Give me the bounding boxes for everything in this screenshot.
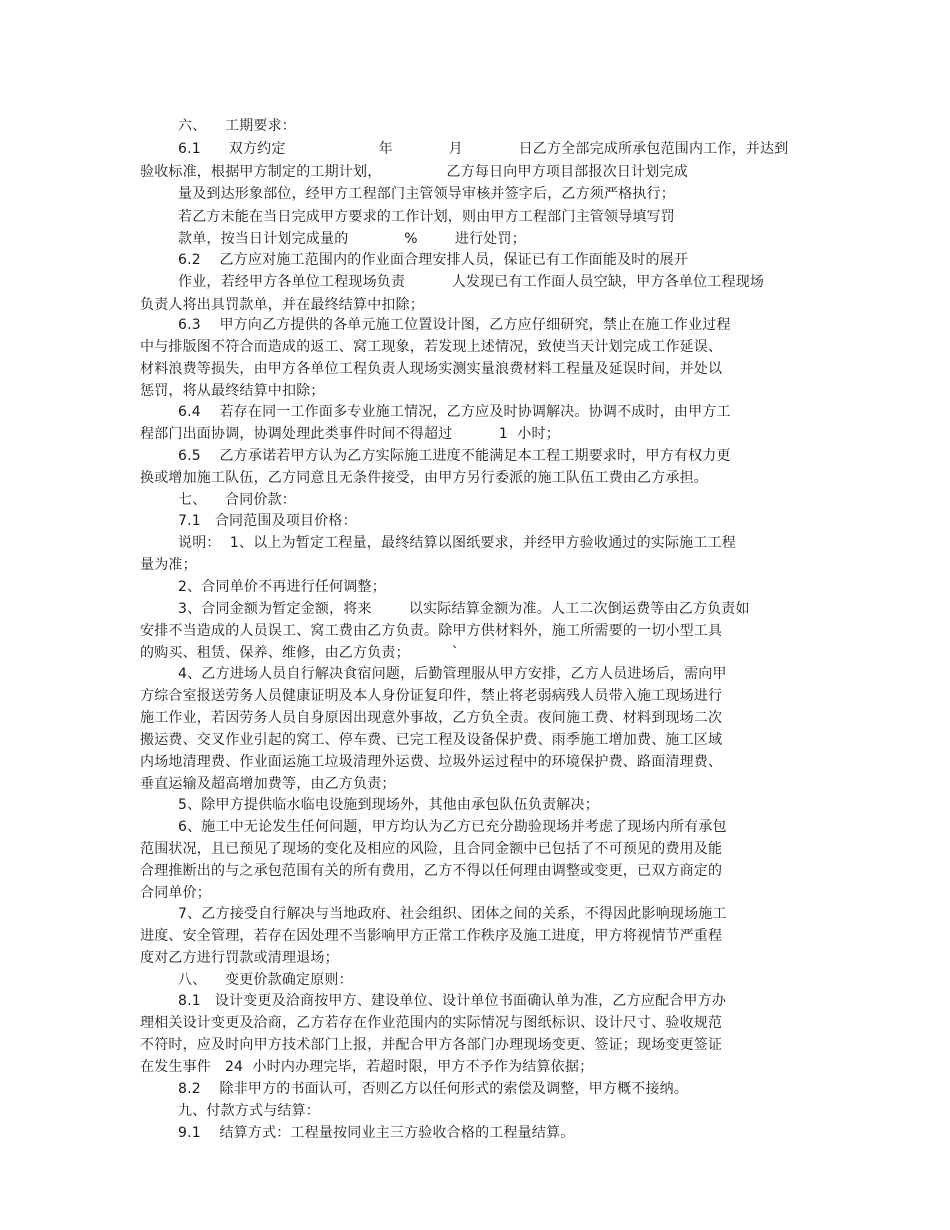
- text-line: 材料浪费等损失，由甲方各单位工程负责人现场实测实量浪费材料工程量及延误时间，并处以: [140, 361, 723, 377]
- text-line: 范围状况，且已预见了现场的变化及相应的风险，且合同金额中已包括了不可预见的费用及能: [140, 841, 723, 857]
- text-line: 6.4 若存在同一工作面多专业施工情况，乙方应及时协调解决。协调不成时，由甲方工: [178, 404, 731, 420]
- text-line: 6.3 甲方向乙方提供的各单元施工位置设计图，乙方应仔细研究，禁止在施工作业过程: [178, 317, 731, 333]
- text-line: 在发生事件 24 小时内办理完毕，若超时限，甲方不予作为结算依据；: [140, 1059, 594, 1075]
- text-line: 8.1 设计变更及洽商按甲方、建设单位、设计单位书面确认单为准，乙方应配合甲方办: [178, 993, 727, 1009]
- text-line: 6.2 乙方应对施工范围内的作业面合理安排人员，保证已有工作面能及时的展开: [178, 252, 689, 268]
- text-line: 合理推断出的与之承包范围有关的所有费用，乙方不得以任何理由调整或变更，已双方商定的: [140, 863, 723, 879]
- text-line: 2、合同单价不再进行任何调整；: [178, 579, 386, 595]
- text-line: 进度、安全管理，若存在因处理不当影响甲方正常工作秩序及施工进度，甲方将视情节严重程: [140, 928, 723, 944]
- text-line: 九、付款方式与结算：: [178, 1103, 320, 1119]
- text-line: 负责人将出具罚款单，并在最终结算中扣除；: [140, 297, 424, 313]
- text-line: 搬运费、交叉作业引起的窝工、停车费、已完工程及设备保护费、雨季施工增加费、施工区域: [140, 732, 723, 748]
- text-line: 量及到达形象部位，经甲方工程部门主管领导审核并签字后，乙方须严格执行；: [178, 186, 675, 202]
- text-line: 的购买、租赁、保养、维修，由乙方负责； `: [140, 645, 459, 661]
- text-line: 8.2 除非甲方的书面认可，否则乙方以任何形式的索偿及调整，甲方概不接纳。: [178, 1081, 689, 1097]
- text-line: 安排不当造成的人员误工、窝工费由乙方负责。除甲方供材料外，施工所需要的一切小型工具: [140, 623, 723, 639]
- text-line: 量为准；: [140, 557, 197, 573]
- text-line: 施工作业，若因劳务人员自身原因出现意外事故，乙方负全责。夜间施工费、材料到现场二次: [140, 710, 723, 726]
- text-line: 7.1 合同范围及项目价格：: [178, 513, 357, 529]
- text-line: 六、 工期要求：: [178, 118, 297, 134]
- text-line: 9.1 结算方式：工程量按同业主三方验收合格的工程量结算。: [178, 1125, 575, 1141]
- text-line: 理相关设计变更及洽商，乙方若存在作业范围内的实际情况与图纸标识、设计尺寸、验收规范: [140, 1015, 723, 1031]
- text-line: 惩罚，将从最终结算中扣除；: [140, 383, 325, 399]
- text-line: 6、施工中无论发生任何问题，甲方均认为乙方已充分勘验现场并考虑了现场内所有承包: [178, 819, 727, 835]
- text-line: 方综合室报送劳务人员健康证明及本人身份证复印件，禁止将老弱病残人员带入施工现场进行: [140, 688, 723, 704]
- text-line: 验收标准，根据甲方制定的工期计划， 乙方每日向甲方项目部报次日计划完成: [140, 164, 688, 180]
- text-line: 7、乙方接受自行解决与当地政府、社会组织、团体之间的关系，不得因此影响现场施工: [178, 906, 727, 922]
- text-line: 七、 合同价款：: [178, 492, 297, 508]
- text-line: 不符时，应及时向甲方技术部门上报，并配合甲方各部门办理现场变更、签证；现场变更签证: [140, 1037, 723, 1053]
- text-line: 3、合同金额为暂定金额，将来 以实际结算金额为准。人工二次倒运费等由乙方负责如: [178, 601, 750, 617]
- text-line: 5、除甲方提供临水临电设施到现场外，其他由承包队伍负责解决；: [178, 797, 599, 813]
- text-line: 若乙方未能在当日完成甲方要求的工作计划，则由甲方工程部门主管领导填写罚: [178, 209, 675, 225]
- text-line: 垂直运输及超高增加费等，由乙方负责；: [140, 776, 396, 792]
- text-line: 内场地清理费、作业面运施工垃圾清理外运费、垃圾外运过程中的环境保护费、路面清理费、: [140, 754, 723, 770]
- text-line: 6.5 乙方承诺若甲方认为乙方实际施工进度不能满足本工程工期要求时，甲方有权力更: [178, 448, 731, 464]
- text-line: 八、 变更价款确定原则：: [178, 972, 353, 988]
- text-line: 度对乙方进行罚款或清理退场；: [140, 950, 339, 966]
- text-line: 中与排版图不符合而造成的返工、窝工现象，若发现上述情况，致使当天计划完成工作延误、: [140, 339, 723, 355]
- text-line: 6.1 双方约定 年 月 日乙方全部完成所承包范围内工作，并达到: [178, 141, 789, 157]
- text-line: 说明： 1、以上为暂定工程量，最终结算以图纸要求，并经甲方验收通过的实际施工工程: [178, 535, 737, 551]
- text-line: 合同单价；: [140, 885, 211, 901]
- text-line: 作业，若经甲方各单位工程现场负责 人发现已有工作面人员空缺，甲方各单位工程现场: [178, 274, 765, 290]
- text-line: 程部门出面协调，协调处理此类事件时间不得超过 1 小时；: [140, 426, 560, 442]
- text-line: 款单，按当日计划完成量的 % 进行处罚；: [178, 231, 526, 247]
- text-line: 4、乙方进场人员自行解决食宿问题，后勤管理服从甲方安排，乙方人员进场后，需向甲: [178, 666, 727, 682]
- text-line: 换或增加施工队伍，乙方同意且无条件接受，由甲方另行委派的施工队伍工费由乙方承担。: [140, 470, 708, 486]
